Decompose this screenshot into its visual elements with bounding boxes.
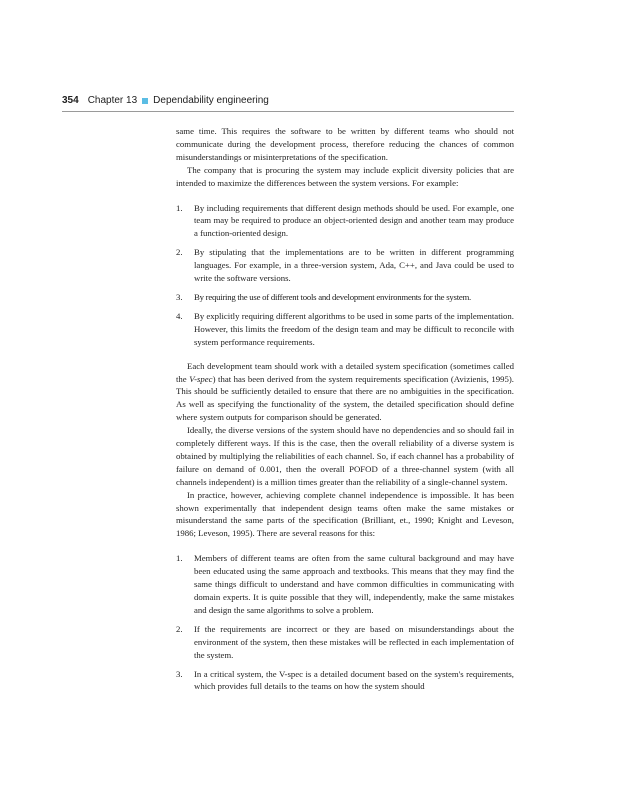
list-item-text: Members of different teams are often from the same cultural background and may have been educated using the same approach and textbooks. This means that they may find the same things difficult to understand and have common difficulties in communicating with domain experts. It is quite possible that they will, independently, make the same mistakes and design the same algorithms to solve a problem. [194,553,514,615]
chapter-title: Dependability engineering [153,95,269,106]
paragraph-in-practice: In practice, however, achieving complete channel independence is impossible. It has been shown experimentally that independent design teams often make the same mistakes or misunderstand the same parts of the specification (Brilliant, et., 1990; Knight and Leveson, 1986; Leveson, 1995). There are several reasons for this: [176,489,514,539]
paragraph-diversity-policies: The company that is procuring the system may include explicit diversity policies that are intended to maximize the differences between the system versions. For example: [176,164,514,188]
list-item [176,668,514,694]
list-item-number: 2. [176,247,183,258]
list-item-text: By stipulating that the implementations are to be written in different programming languages. For example, in a three-version system, Ada, C++, and Java could be used to write the software versions. [194,247,514,284]
vspec-term: V-spec [189,373,213,384]
list-item-text: By requiring the use of different tools and development environments for the system. [194,291,471,302]
diversity-methods-list [176,202,514,349]
page-header [62,95,514,112]
page-number: 354 [62,95,79,106]
list-item [176,310,514,349]
list-item-number: 3. [176,668,183,679]
list-item [176,291,514,304]
chapter-label: Chapter 13 [87,95,138,106]
list-item-text: By explicitly requiring different algorithms to be used in some parts of the implementation. However, this limits the freedom of the design team and may be difficult to reconcile with system performance requirements. [194,310,514,347]
paragraph-independence: Ideally, the diverse versions of the system should have no dependencies and so should fail in completely different ways. If this is the case, then the overall reliability of a diverse system is obtained by multiplying the reliabilities of each channel. So, if each channel has a probability of failure on demand of 0.001, then the overall POFOD of a three-channel system (with all channels independent) is a million times greater than the reliability of a single-channel system. [176,425,514,487]
list-item-text: If the requirements are incorrect or they are based on misunderstandings about the environment of the system, then these mistakes will be reflected in each implementation of the system. [194,623,514,660]
paragraph-vspec [176,360,514,425]
list-item-number: 2. [176,623,183,634]
list-item-text: In a critical system, the V-spec is a detailed document based on the system's requirements, which provides full details to the teams on how the system should [194,668,514,692]
list-item-number: 3. [176,291,183,302]
list-item-number: 4. [176,310,183,321]
text-column [176,125,514,704]
vspec-text-before: Each development team should work with a detailed system specification (sometimes called the [176,360,514,384]
list-item-number: 1. [176,553,183,564]
reasons-list [176,552,514,693]
list-item-text: By including requirements that different design methods should be used. For example, one team may be required to produce an object-oriented design and another team may produce a function-oriented design. [194,202,514,239]
list-item [176,202,514,241]
list-item-number: 1. [176,202,183,213]
vspec-text-after: ) that has been derived from the system requirements specification (Avizienis, 1995). This should be sufficiently detailed to ensure that there are no ambiguities in the specification. As well as specifying the functionality of the system, the detailed specification should define where system outputs for comparison should be generated. [176,373,514,423]
list-item [176,246,514,285]
list-item [176,623,514,662]
paragraph-continued: same time. This requires the software to be written by different teams who should not communicate during the development process, therefore reducing the chances of common misunderstandings or misinterpretations of the specification. [176,126,514,162]
header-square-marker [142,98,148,104]
list-item [176,552,514,617]
